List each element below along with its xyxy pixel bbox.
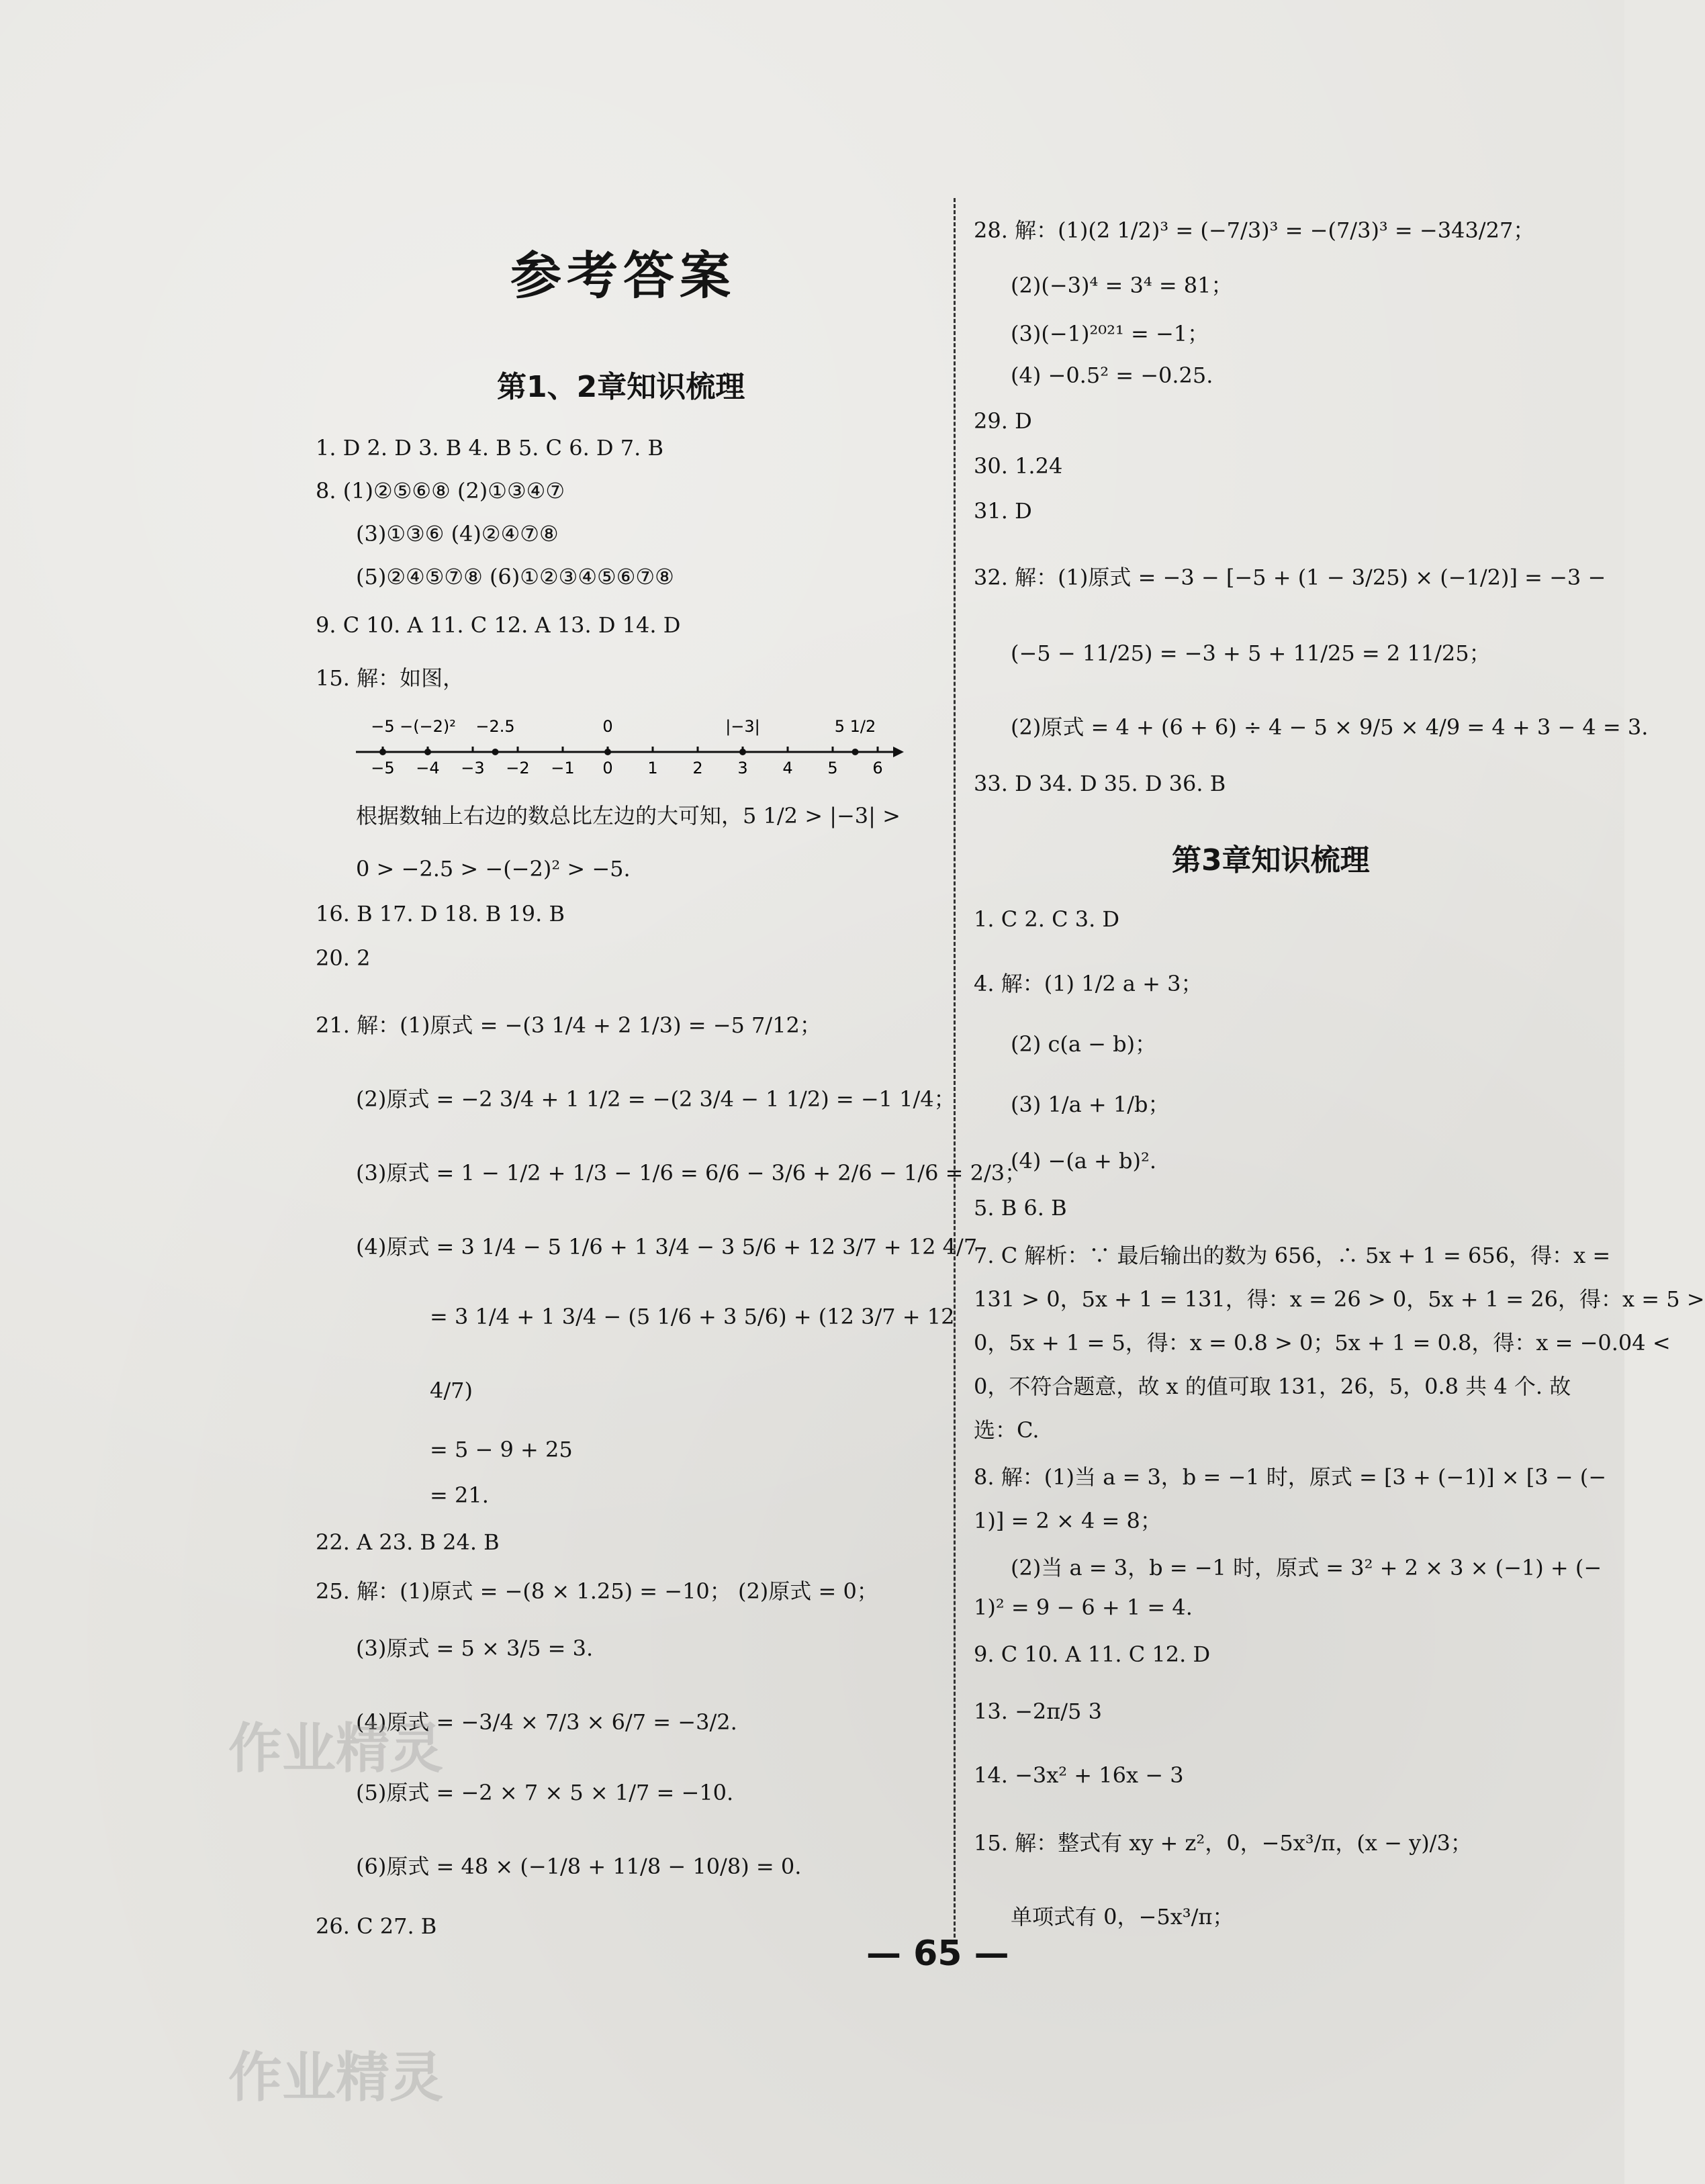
page-number: — 65 —	[866, 1934, 1009, 1974]
answer-line: (2)原式 = −2 3/4 + 1 1/2 = −(2 3/4 − 1 1/2) = −1 1/4；	[356, 1086, 956, 1112]
number-line-tick-label: −4	[416, 759, 440, 777]
answer-line: 0，不符合题意，故 x 的值可取 131，26，5，0.8 共 4 个. 故	[974, 1374, 1571, 1399]
answer-line: 4. 解：(1) 1/2 a + 3；	[974, 971, 1203, 996]
number-line-tick-label: 2	[692, 759, 703, 777]
number-line-tick-label: 0	[602, 759, 613, 777]
answer-line: 28. 解：(1)(2 1/2)³ = (−7/3)³ = −(7/3)³ = −343/27；	[974, 218, 1535, 243]
answer-line: 1. C 2. C 3. D	[974, 906, 1120, 932]
answer-line: 8. 解：(1)当 a = 3，b = −1 时，原式 = [3 + (−1)] × [3 − (−	[974, 1464, 1607, 1490]
answer-line: (4) −(a + b)².	[1011, 1148, 1156, 1174]
number-line-tick-label: 1	[647, 759, 658, 777]
answer-line: = 3 1/4 + 1 3/4 − (5 1/6 + 3 5/6) + (12 3/7 + 12	[430, 1304, 955, 1329]
answer-line: 31. D	[974, 498, 1032, 524]
watermark: 作业精灵	[228, 1717, 443, 1780]
answer-line: 1)] = 2 × 4 = 8；	[974, 1508, 1162, 1533]
answer-line: 30. 1.24	[974, 453, 1063, 479]
answer-line: (4)原式 = −3/4 × 7/3 × 6/7 = −3/2.	[356, 1709, 737, 1735]
answer-line: (2)原式 = 4 + (6 + 6) ÷ 4 − 5 × 9/5 × 4/9 = 4 + 3 − 4 = 3.	[1011, 714, 1649, 740]
answer-line: 4/7)	[430, 1378, 473, 1403]
number-line-tick-label: −2	[506, 759, 530, 777]
number-line-tick-label: 4	[782, 759, 793, 777]
number-line-point	[604, 749, 611, 755]
page-title: 参考答案	[510, 246, 736, 305]
answer-line: (3)(−1)²⁰²¹ = −1；	[1011, 321, 1209, 346]
number-line-point-label: 5 1/2	[834, 717, 876, 736]
answer-line: 选：C.	[974, 1417, 1040, 1443]
number-line-tick-label: −5	[371, 759, 395, 777]
answer-line: 8. (1)②⑤⑥⑧ (2)①③④⑦	[316, 478, 565, 504]
answer-line: = 5 − 9 + 25	[430, 1437, 573, 1462]
number-line-point-label: −5	[371, 717, 395, 736]
number-line-tick-label: 5	[827, 759, 838, 777]
answer-line: (4) −0.5² = −0.25.	[1011, 363, 1213, 388]
answer-line: (3) 1/a + 1/b；	[1011, 1092, 1170, 1117]
answer-line: (2)当 a = 3，b = −1 时，原式 = 3² + 2 × 3 × (−1) + (−	[1011, 1555, 1602, 1580]
answer-line: 9. C 10. A 11. C 12. D	[974, 1642, 1211, 1667]
answer-line: (5)②④⑤⑦⑧ (6)①②③④⑤⑥⑦⑧	[356, 564, 674, 589]
answer-line: 9. C 10. A 11. C 12. A 13. D 14. D	[316, 612, 681, 638]
answer-line: 单项式有 0，−5x³/π；	[1011, 1904, 1234, 1930]
number-line-point-label: 0	[602, 717, 613, 736]
number-line-point	[739, 749, 746, 755]
answer-line: 20. 2	[316, 945, 371, 971]
answer-line: 0 > −2.5 > −(−2)² > −5.	[356, 856, 631, 882]
answer-line: 7. C 解析：∵ 最后输出的数为 656，∴ 5x + 1 = 656，得：x =	[974, 1243, 1611, 1268]
number-line	[349, 698, 907, 779]
section-title-ch1-2: 第1、2章知识梳理	[497, 370, 745, 404]
number-line-point-label: −(−2)²	[400, 717, 456, 736]
number-line-point	[852, 749, 859, 755]
section-title-ch3: 第3章知识梳理	[1172, 843, 1370, 877]
answer-line: (3)①③⑥ (4)②④⑦⑧	[356, 521, 559, 547]
number-line-tick-label: 3	[737, 759, 748, 777]
answer-line: (5)原式 = −2 × 7 × 5 × 1/7 = −10.	[356, 1780, 734, 1805]
answer-line: 16. B 17. D 18. B 19. B	[316, 901, 565, 927]
answer-line: 33. D 34. D 35. D 36. B	[974, 771, 1226, 796]
answer-line: 14. −3x² + 16x − 3	[974, 1762, 1184, 1788]
number-line-tick-label: 6	[872, 759, 883, 777]
watermark: 作业精灵	[228, 2046, 443, 2109]
answer-line: 26. C 27. B	[316, 1913, 437, 1939]
answer-line: (2) c(a − b)；	[1011, 1031, 1157, 1057]
answer-line: 15. 解：整式有 xy + z²，0，−5x³/π，(x − y)/3；	[974, 1830, 1472, 1856]
answer-line: (3)原式 = 5 × 3/5 = 3.	[356, 1635, 594, 1661]
answer-line: 根据数轴上右边的数总比左边的大可知，5 1/2 > |−3| >	[356, 803, 901, 828]
number-line-point-label: −2.5	[475, 717, 515, 736]
answer-line: 1. D 2. D 3. B 4. B 5. C 6. D 7. B	[316, 435, 663, 461]
answer-line: 0，5x + 1 = 5，得：x = 0.8 > 0；5x + 1 = 0.8，得：x = −0.04 <	[974, 1330, 1671, 1356]
number-line-tick-label: −3	[461, 759, 485, 777]
answer-line: (6)原式 = 48 × (−1/8 + 11/8 − 10/8) = 0.	[356, 1854, 802, 1879]
answer-line: 22. A 23. B 24. B	[316, 1529, 500, 1555]
column-divider	[954, 198, 956, 1944]
number-line-point-label: |−3|	[725, 717, 760, 736]
answer-line: 131 > 0，5x + 1 = 131，得：x = 26 > 0，5x + 1 = 26，得：x = 5 >	[974, 1286, 1705, 1312]
answer-line: 5. B 6. B	[974, 1195, 1067, 1221]
answer-line: = 21.	[430, 1482, 489, 1508]
number-line-point	[424, 749, 431, 755]
answer-line: 13. −2π/5 3	[974, 1699, 1102, 1724]
number-line-point	[379, 749, 386, 755]
answer-line: (2)(−3)⁴ = 3⁴ = 81；	[1011, 273, 1233, 298]
answer-line: (4)原式 = 3 1/4 − 5 1/6 + 1 3/4 − 3 5/6 + 12 3/7 + 12 4/7	[356, 1234, 978, 1260]
answer-line: 32. 解：(1)原式 = −3 − [−5 + (1 − 3/25) × (−1/2)] = −3 −	[974, 565, 1606, 590]
answer-line: (−5 − 11/25) = −3 + 5 + 11/25 = 2 11/25；	[1011, 640, 1491, 666]
answer-line: 15. 解：如图，	[316, 665, 465, 691]
answer-line: 1)² = 9 − 6 + 1 = 4.	[974, 1595, 1193, 1620]
number-line-point	[492, 749, 499, 755]
answer-line: 29. D	[974, 408, 1032, 434]
answer-line: (3)原式 = 1 − 1/2 + 1/3 − 1/6 = 6/6 − 3/6 + 2/6 − 1/6 = 2/3；	[356, 1160, 1027, 1186]
answer-line: 21. 解：(1)原式 = −(3 1/4 + 2 1/3) = −5 7/12；	[316, 1012, 821, 1038]
answer-line: 25. 解：(1)原式 = −(8 × 1.25) = −10； (2)原式 = 0；	[316, 1578, 878, 1604]
number-line-tick-label: −1	[551, 759, 575, 777]
